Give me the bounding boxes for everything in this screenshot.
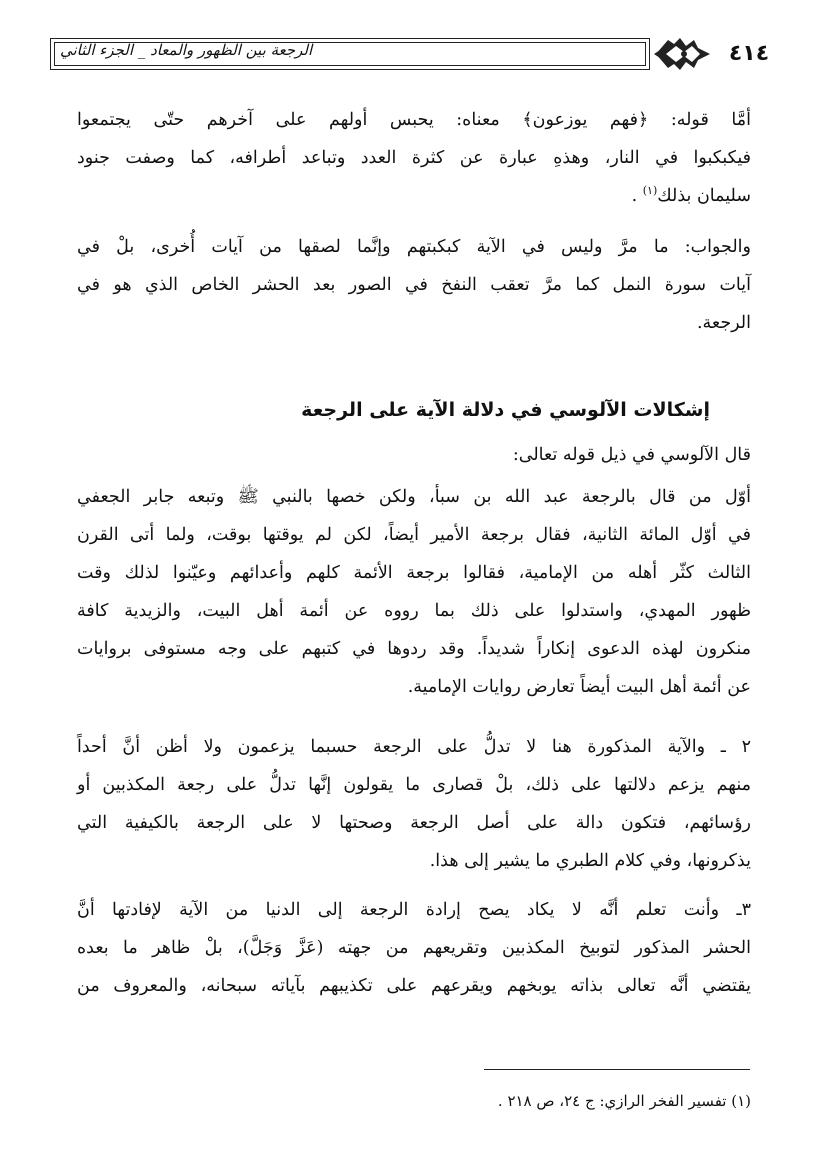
text-line: الرجعة. — [696, 313, 751, 333]
text-line: عن أئمة أهل البيت أيضاً تعارض روايات الإمامية. — [407, 677, 751, 697]
section-heading: إشكالات الآلوسي في دلالة الآية على الرجعة — [301, 399, 710, 421]
text-line: رؤسائهم، فتكون دالة على أصل الرجعة وصحتها لا على الرجعة بالكيفية التي — [77, 813, 751, 833]
paragraph-3 — [77, 436, 751, 474]
text-line: ٢ ـ والآية المذكورة هنا لا تدلُّ على الرجعة حسبما يزعمون ولا أظن أنَّ أحداً — [77, 737, 751, 757]
footnote-marker: (١) — [642, 184, 658, 198]
header-title: الرجعة بين الظهور والمعاد _ الجزء الثاني — [60, 41, 313, 59]
text-line: منكرون لهذه الدعوى إنكاراً شديداً. وقد ردوها في كتبهم على وجه مستوفى بروايات — [77, 639, 751, 659]
text-line — [77, 177, 751, 215]
text-line-tail: . — [631, 186, 643, 206]
text-line: فيكبكبوا في النار، وهذهِ عبارة عن كثرة العدد وتباعد أطرافه، كما وصفت جنود — [77, 148, 751, 168]
text-line: آيات سورة النمل كما مرَّ تعقب النفخ في الصور بعد الحشر الخاص الذي هو في — [77, 275, 751, 295]
paragraph-1 — [77, 101, 751, 215]
footnote: (١) تفسير الفخر الرازي: ج ٢٤، ص ٢١٨ . — [497, 1092, 751, 1110]
text-line: أوّل من قال بالرجعة عبد الله بن سبأ، ولكن خصها بالنبي ﷺ وتبعه جابر الجعفي — [77, 487, 751, 507]
text-line: قال الآلوسي في ذيل قوله تعالى: — [512, 445, 751, 465]
paragraph-4 — [77, 478, 751, 706]
text-line: يذكرونها، وفي كلام الطبري ما يشير إلى هذا. — [429, 851, 751, 871]
footnote-divider — [484, 1069, 750, 1070]
text-line: منهم يزعم دلالتها على ذلك، بلْ قصارى ما يقولون إنَّها تدلُّ على رجعة المكذبين أو — [77, 775, 751, 795]
page-header — [50, 34, 784, 76]
text-line-content: سليمان بذلك — [657, 186, 751, 206]
paragraph-5 — [77, 728, 751, 880]
page-number: ٤١٤ — [728, 41, 770, 66]
header-ornament-icon — [654, 34, 712, 74]
text-line: الثالث كثّر أهله من الإمامية، فقالوا برجعة الأئمة كلهم وأعدائهم وعيّنوا لذلك وقت — [77, 563, 751, 583]
text-line: أمَّا قوله: ﴿فهم يوزعون﴾ معناه: يحبس أولهم على آخرهم حتّى يجتمعوا — [77, 110, 751, 130]
text-line: في أوّل المائة الثانية، فقال برجعة الأمير أيضاً، لكن لم يوقتها بوقت، ولما أتى القرن — [77, 525, 751, 545]
text-line: الحشر المذكور لتوبيخ المكذبين وتقريعهم من جهته (عَزَّ وَجَلَّ)، بلْ ظاهر ما بعده — [77, 938, 751, 958]
text-line: ٣ـ وأنت تعلم أنَّه لا يكاد يصح إرادة الرجعة إلى الدنيا من الآية لإفادتها أنَّ — [77, 900, 751, 920]
text-line: يقتضي أنَّه تعالى بذاته يوبخهم ويقرعهم على تكذيبهم بآياته سبحانه، والمعروف من — [77, 976, 751, 996]
paragraph-6 — [77, 891, 751, 1005]
paragraph-2 — [77, 228, 751, 342]
text-line: والجواب: ما مرَّ وليس في الآية كبكبتهم وإنَّما لصقها من آيات أُخرى، بلْ في — [77, 237, 751, 257]
text-line: ظهور المهدي، واستدلوا على ذلك بما رووه عن أئمة أهل البيت، والزيدية كافة — [77, 601, 751, 621]
